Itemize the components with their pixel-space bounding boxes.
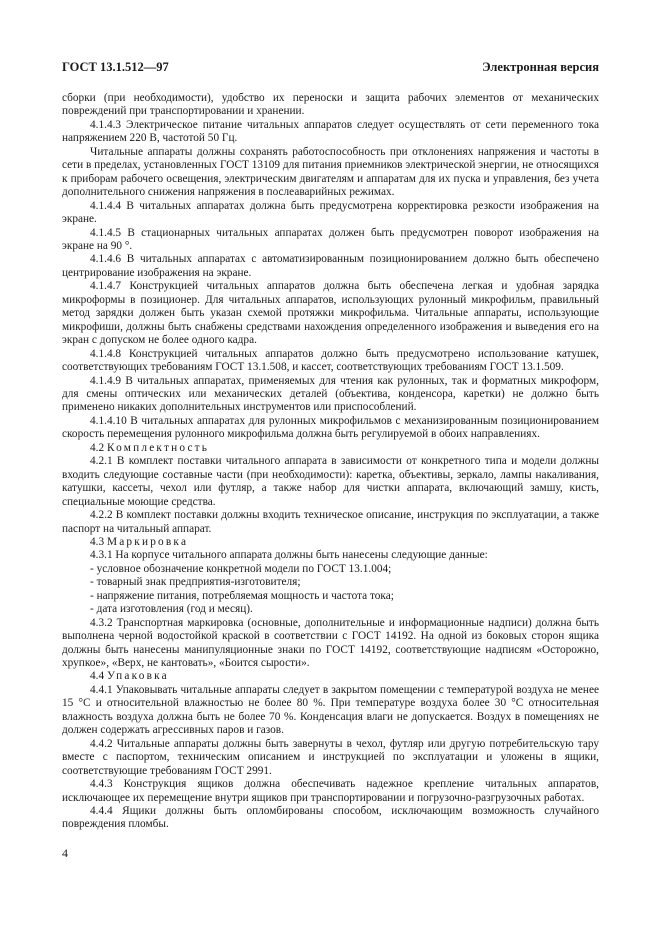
paragraph: 4.2.2 В комплект поставки должны входить техническое описание, инструкция по эксплуатации, а также паспорт на читальный аппарат. (62, 509, 599, 535)
section-heading (62, 670, 599, 683)
list-item: - товарный знак предприятия-изготовителя; (90, 576, 301, 589)
paragraph: 4.1.4.5 В стационарных читальных аппаратах должен быть предусмотрен поворот изображения на экране на 90 °. (62, 226, 599, 252)
paragraph: 4.1.4.3 Электрическое питание читальных аппаратов следует осуществлять от сети переменного тока напряжением 220 В, частотой 50 Гц. (62, 118, 599, 145)
list-item: - дата изготовления (год и месяц). (90, 603, 253, 616)
edition-label: Электронная версия (482, 60, 599, 74)
list-item: - напряжение питания, потребляемая мощность и частота тока; (90, 589, 394, 602)
document-body (62, 92, 599, 832)
paragraph: 4.1.4.9 В читальных аппаратах, применяемых для чтения как рулонных, так и форматных микроформ, для смены оптических или механических деталей (объектива, конденсора, каретки) не должно быть применено никаких дополнительных инструментов или приспособлений. (62, 374, 599, 414)
paragraph: 4.1.4.10 В читальных аппаратах для рулонных микрофильмов с механизированным позиционированием скорость перемещения рулонного микрофильма должна быть регулируемой в обоих направлениях. (62, 414, 599, 441)
section-number: 4.4 (90, 670, 105, 683)
section-title: Маркировка (106, 535, 189, 548)
paragraph: 4.1.4.6 В читальных аппаратах с автоматизированным позиционированием должно быть обеспечено центрирование изображения на экране. (62, 253, 599, 279)
doc-code: ГОСТ 13.1.512—97 (62, 60, 169, 74)
paragraph: Читальные аппараты должны сохранять работоспособность при отклонениях напряжения и частоты в сети в пределах, установленных ГОСТ 13109 для питания приемников электрической энергии, не относящихся к приборам рабочего освещения, электрическим двигателям и аппаратам для их пуска и управления, без учета дополнительного снижения напряжения в послеаварийных режимах. (62, 145, 599, 199)
paragraph: 4.1.4.4 В читальных аппаратах должна быть предусмотрена корректировка резкости изображения на экране. (62, 199, 599, 226)
paragraph: 4.2.1 В комплект поставки читального аппарата в зависимости от конкретного типа и модели должны входить следующие составные части (при необходимости): каретка, объективы, зеркало, лампы накаливания, катушки, кассеты, чехол или футляр, а также набор для чистки аппарата, включающий замшу, кисть, специальные моющие средства. (62, 455, 599, 508)
section-heading (62, 442, 599, 455)
paragraph: 4.4.2 Читальные аппараты должны быть завернуты в чехол, футляр или другую потребительскую тару вместе с паспортом, техническим описанием и инструкцией по эксплуатации и уложены в ящики, соответствующие требованиям ГОСТ 2991. (62, 737, 599, 777)
section-title: Комплектность (106, 441, 210, 454)
section-title: Упаковка (106, 670, 169, 683)
paragraph: сборки (при необходимости), удобство их переноски и защита рабочих элементов от механических повреждений при транспортировании и хранении. (62, 92, 599, 118)
page-number: 4 (62, 846, 68, 860)
paragraph: 4.3.2 Транспортная маркировка (основные, дополнительные и информационные надписи) должна быть выполнена черной водостойкой краской в соответствии с ГОСТ 14192. На одной из боковых сторон ящика должны быть нанесены манипуляционные знаки по ГОСТ 14192, соответствующие надписям «Осторожно, хрупкое», «Верх, не кантовать», «Боится сырости». (62, 616, 599, 670)
paragraph: 4.4.1 Упаковывать читальные аппараты следует в закрытом помещении с температурой воздуха не менее 15 °С и относительной влажностью не более 80 %. При температуре воздуха более 30 °С относительная влажность воздуха должна быть не более 70 %. Конденсация влаги не допускается. Воздух в помещениях не должен содержать агрессивных паров и газов. (62, 683, 599, 737)
section-number: 4.2 (90, 441, 105, 454)
paragraph: 4.3.1 На корпусе читального аппарата должны быть нанесены следующие данные: (90, 549, 488, 562)
paragraph: 4.4.3 Конструкция ящиков должна обеспечивать надежное крепление читальных аппаратов, исключающее их перемещение внутри ящиков при транспортировании и погрузочно-разгрузочных работах. (62, 778, 599, 804)
list-item: - условное обозначение конкретной модели по ГОСТ 13.1.004; (90, 562, 392, 575)
paragraph: 4.1.4.8 Конструкцией читальных аппаратов должно быть предусмотрено использование катушек, соответствующих требованиям ГОСТ 13.1.508, и кассет, соответствующих требованиям ГОСТ 13.1.509. (62, 347, 599, 374)
section-heading (62, 536, 599, 549)
section-number: 4.3 (90, 535, 105, 548)
paragraph: 4.1.4.7 Конструкцией читальных аппаратов должна быть обеспечена легкая и удобная зарядка микроформы в позиционер. Для читальных аппаратов, использующих рулонный микрофильм, правильный метод зарядки должен быть указан схемой протяжки микрофильма. Читальные аппараты, использующие микрофиши, должны быть снабжены средствами нахождения определенного изображения и выведения его на экран с допуском не более одного кадра. (62, 280, 599, 347)
paragraph: 4.4.4 Ящики должны быть опломбированы способом, исключающим возможность случайного повреждения пломбы. (62, 805, 599, 831)
